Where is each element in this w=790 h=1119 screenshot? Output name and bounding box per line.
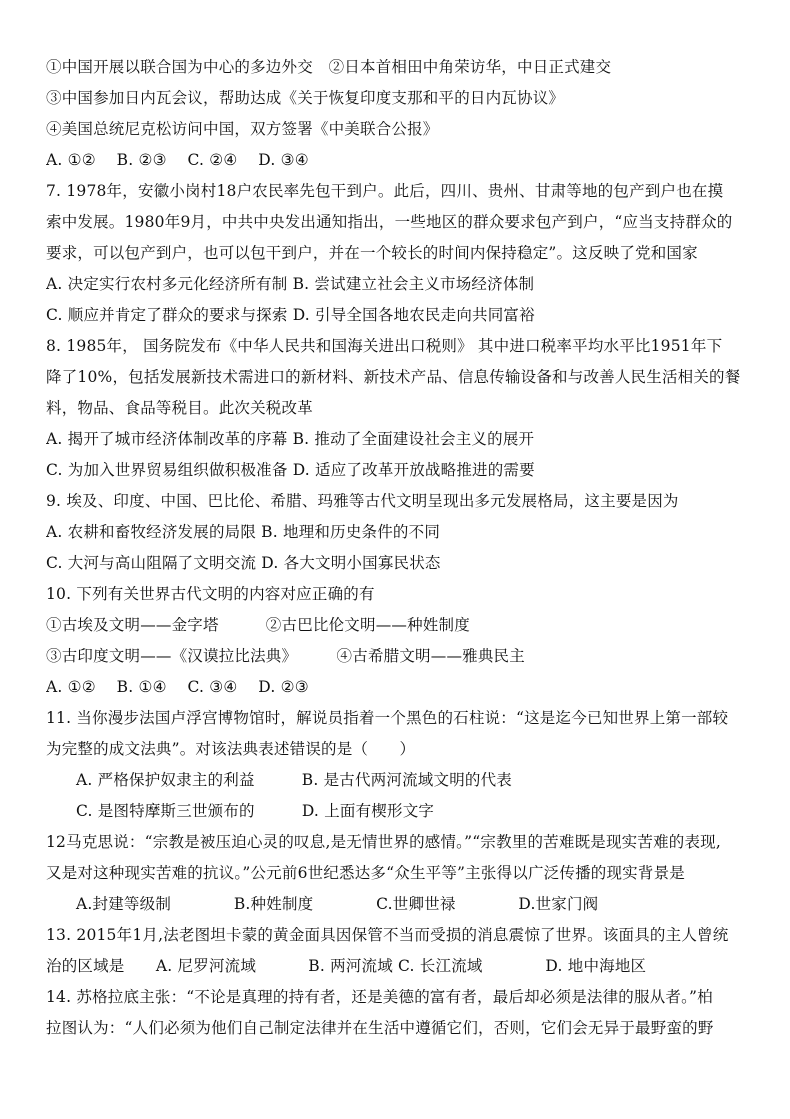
q7-stem-line-3: 要求，可以包产到户，也可以包干到户，并在一个较长的时间内保持稳定”。这反映了党和国家	[46, 244, 698, 262]
q8-stem-line-1: 8. 1985年， 国务院发布《中华人民共和国海关进出口税则》 其中进口税率平均水平比1951年下	[46, 337, 723, 355]
q10-option-1-2: ①古埃及文明——金字塔 ②古巴比伦文明——种姓制度	[46, 616, 470, 634]
q6-option-4: ④美国总统尼克松访问中国，双方签署《中美联合公报》	[46, 120, 439, 138]
q9-choices-cd: C. 大河与高山阻隔了文明交流 D. 各大文明小国寡民状态	[46, 554, 441, 572]
q7-stem-line-1: 7. 1978年，安徽小岗村18户农民率先包干到户。此后，四川、贵州、甘肃等地的包产到户也在摸	[46, 182, 724, 200]
q7-choices-ab: A. 决定实行农村多元化经济所有制 B. 尝试建立社会主义市场经济体制	[46, 275, 535, 293]
q12-stem-line-1: 12马克思说：“宗教是被压迫心灵的叹息,是无情世界的感情。”“宗教里的苦难既是现实苦难的表现,	[46, 833, 722, 851]
q11-stem-line-2: 为完整的成文法典”。对该法典表述错误的是（ ）	[46, 740, 416, 758]
q14-stem-line-1: 14. 苏格拉底主张：“不论是真理的持有者，还是美德的富有者，最后却必须是法律的服从者。”柏	[46, 988, 713, 1006]
q8-stem-line-3: 料，物品、食品等税目。此次关税改革	[46, 399, 313, 417]
q13-stem-line-2: 治的区域是 A. 尼罗河流域 B. 两河流域 C. 长江流域 D. 地中海地区	[46, 957, 647, 975]
q14-stem-line-2: 拉图认为：“人们必须为他们自己制定法律并在生活中遵循它们，否则，它们会无异于最野蛮的野	[46, 1019, 714, 1037]
q8-choices-cd: C. 为加入世界贸易组织做积极准备 D. 适应了改革开放战略推进的需要	[46, 461, 535, 479]
q11-choices-ab: A. 严格保护奴隶主的利益 B. 是古代两河流域文明的代表	[76, 771, 512, 789]
q7-choices-cd: C. 顺应并肯定了群众的要求与探索 D. 引导全国各地农民走向共同富裕	[46, 306, 535, 324]
q9-choices-ab: A. 农耕和畜牧经济发展的局限 B. 地理和历史条件的不同	[46, 523, 441, 541]
q12-stem-line-2: 又是对这种现实苦难的抗议。”公元前6世纪悉达多“众生平等”主张得以广泛传播的现实背景是	[46, 864, 685, 882]
q13-stem-line-1: 13. 2015年1月,法老图坦卡蒙的黄金面具因保管不当而受损的消息震惊了世界。该面具的主人曾统	[46, 926, 729, 944]
q10-choices: A. ①② B. ①④ C. ③④ D. ②③	[46, 678, 309, 696]
q11-stem-line-1: 11. 当你漫步法国卢浮宫博物馆时，解说员指着一个黑色的石柱说：“这是迄今已知世界上第一部较	[46, 709, 729, 727]
q6-option-1-2: ①中国开展以联合国为中心的多边外交 ②日本首相田中角荣访华，中日正式建交	[46, 58, 612, 76]
q7-stem-line-2: 索中发展。1980年9月，中共中央发出通知指出，一些地区的群众要求包产到户，“应当支持群众的	[46, 213, 733, 231]
q10-stem: 10. 下列有关世界古代文明的内容对应正确的有	[46, 585, 375, 603]
q12-choices: A.封建等级制 B.种姓制度 C.世卿世禄 D.世家门阀	[76, 895, 599, 913]
q6-option-3: ③中国参加日内瓦会议，帮助达成《关于恢复印度支那和平的日内瓦协议》	[46, 89, 565, 107]
q8-choices-ab: A. 揭开了城市经济体制改革的序幕 B. 推动了全面建设社会主义的展开	[46, 430, 535, 448]
q11-choices-cd: C. 是图特摩斯三世颁布的 D. 上面有楔形文字	[76, 802, 435, 820]
q8-stem-line-2: 降了10%，包括发展新技术需进口的新材料、新技术产品、信息传输设备和与改善人民生活相关的餐	[46, 368, 741, 386]
q10-option-3-4: ③古印度文明——《汉谟拉比法典》 ④古希腊文明——雅典民主	[46, 647, 525, 665]
q9-stem: 9. 埃及、印度、中国、巴比伦、希腊、玛雅等古代文明呈现出多元发展格局，这主要是因为	[46, 492, 679, 510]
q6-choices: A. ①② B. ②③ C. ②④ D. ③④	[46, 151, 309, 169]
